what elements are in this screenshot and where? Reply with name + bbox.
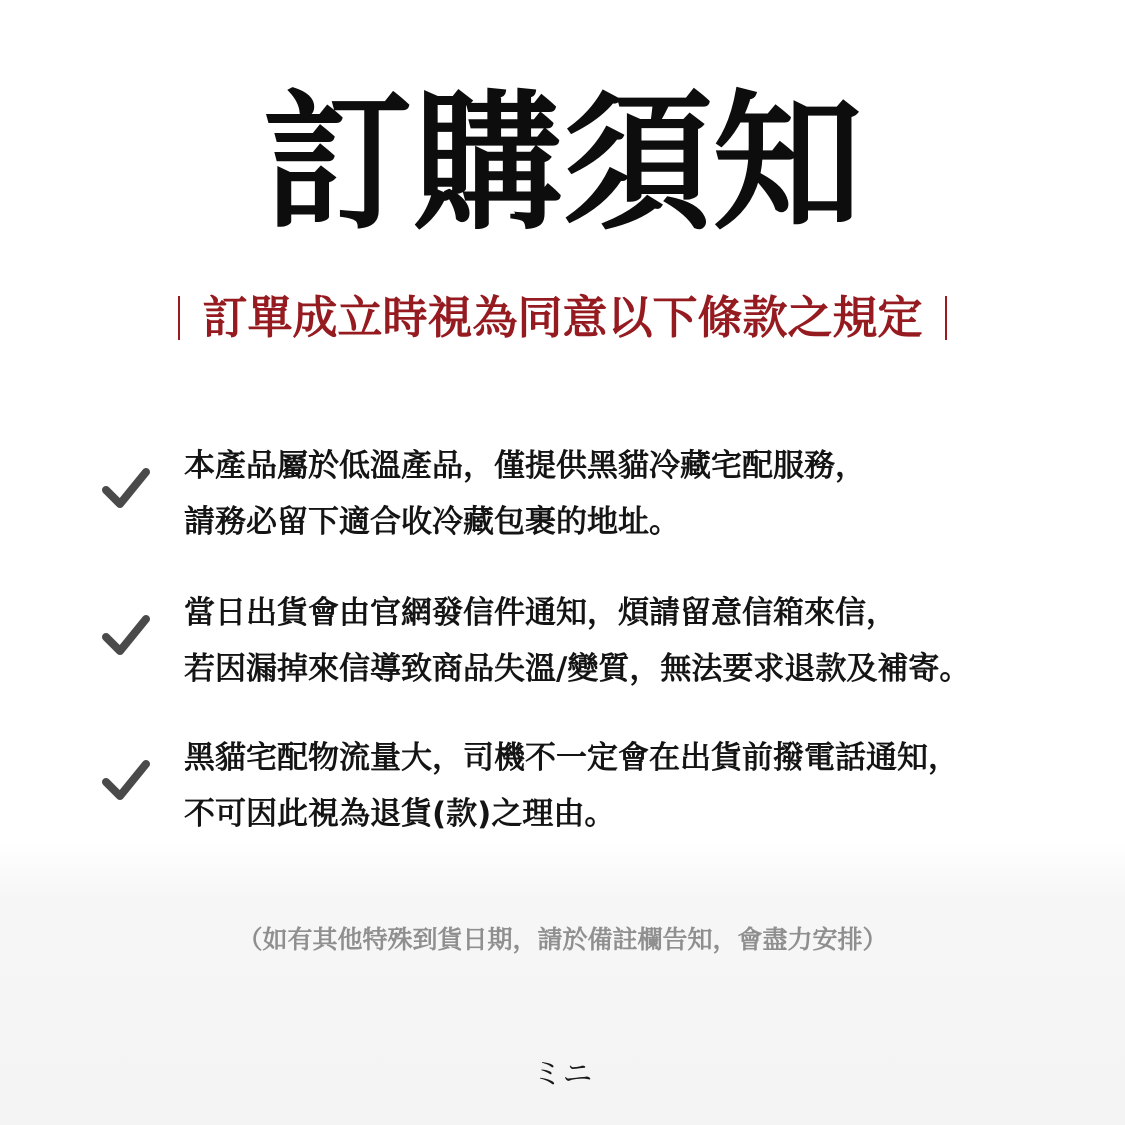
notice-line: 若因漏掉來信導致商品失溫/變質，無法要求退款及補寄。 — [184, 651, 971, 687]
notice-line: 不可因此視為退貨(款)之理由。 — [184, 796, 616, 832]
check-icon — [100, 758, 152, 802]
page-title: 訂購須知 — [262, 75, 863, 251]
notice-line: 請務必留下適合收冷藏包裹的地址。 — [184, 504, 680, 540]
notice-line: 黑貓宅配物流量大，司機不一定會在出貨前撥電話通知， — [184, 740, 959, 776]
notice-text — [184, 438, 1084, 550]
check-icon — [100, 613, 152, 657]
notice-line: 當日出貨會由官網發信件通知，煩請留意信箱來信， — [184, 595, 897, 631]
signature: ミニ — [532, 1057, 593, 1092]
notice-line: 本產品屬於低溫產品，僅提供黑貓冷藏宅配服務， — [184, 448, 866, 484]
notice-text — [184, 585, 1084, 697]
left-divider — [178, 296, 180, 340]
notice-text — [184, 730, 1084, 842]
footnote: （如有其他特殊到貨日期，請於備註欄告知，會盡力安排） — [237, 925, 888, 954]
right-divider — [945, 296, 947, 340]
subtitle-banner — [0, 290, 1125, 346]
subtitle: 訂單成立時視為同意以下條款之規定 — [202, 291, 923, 344]
check-icon — [100, 466, 152, 510]
